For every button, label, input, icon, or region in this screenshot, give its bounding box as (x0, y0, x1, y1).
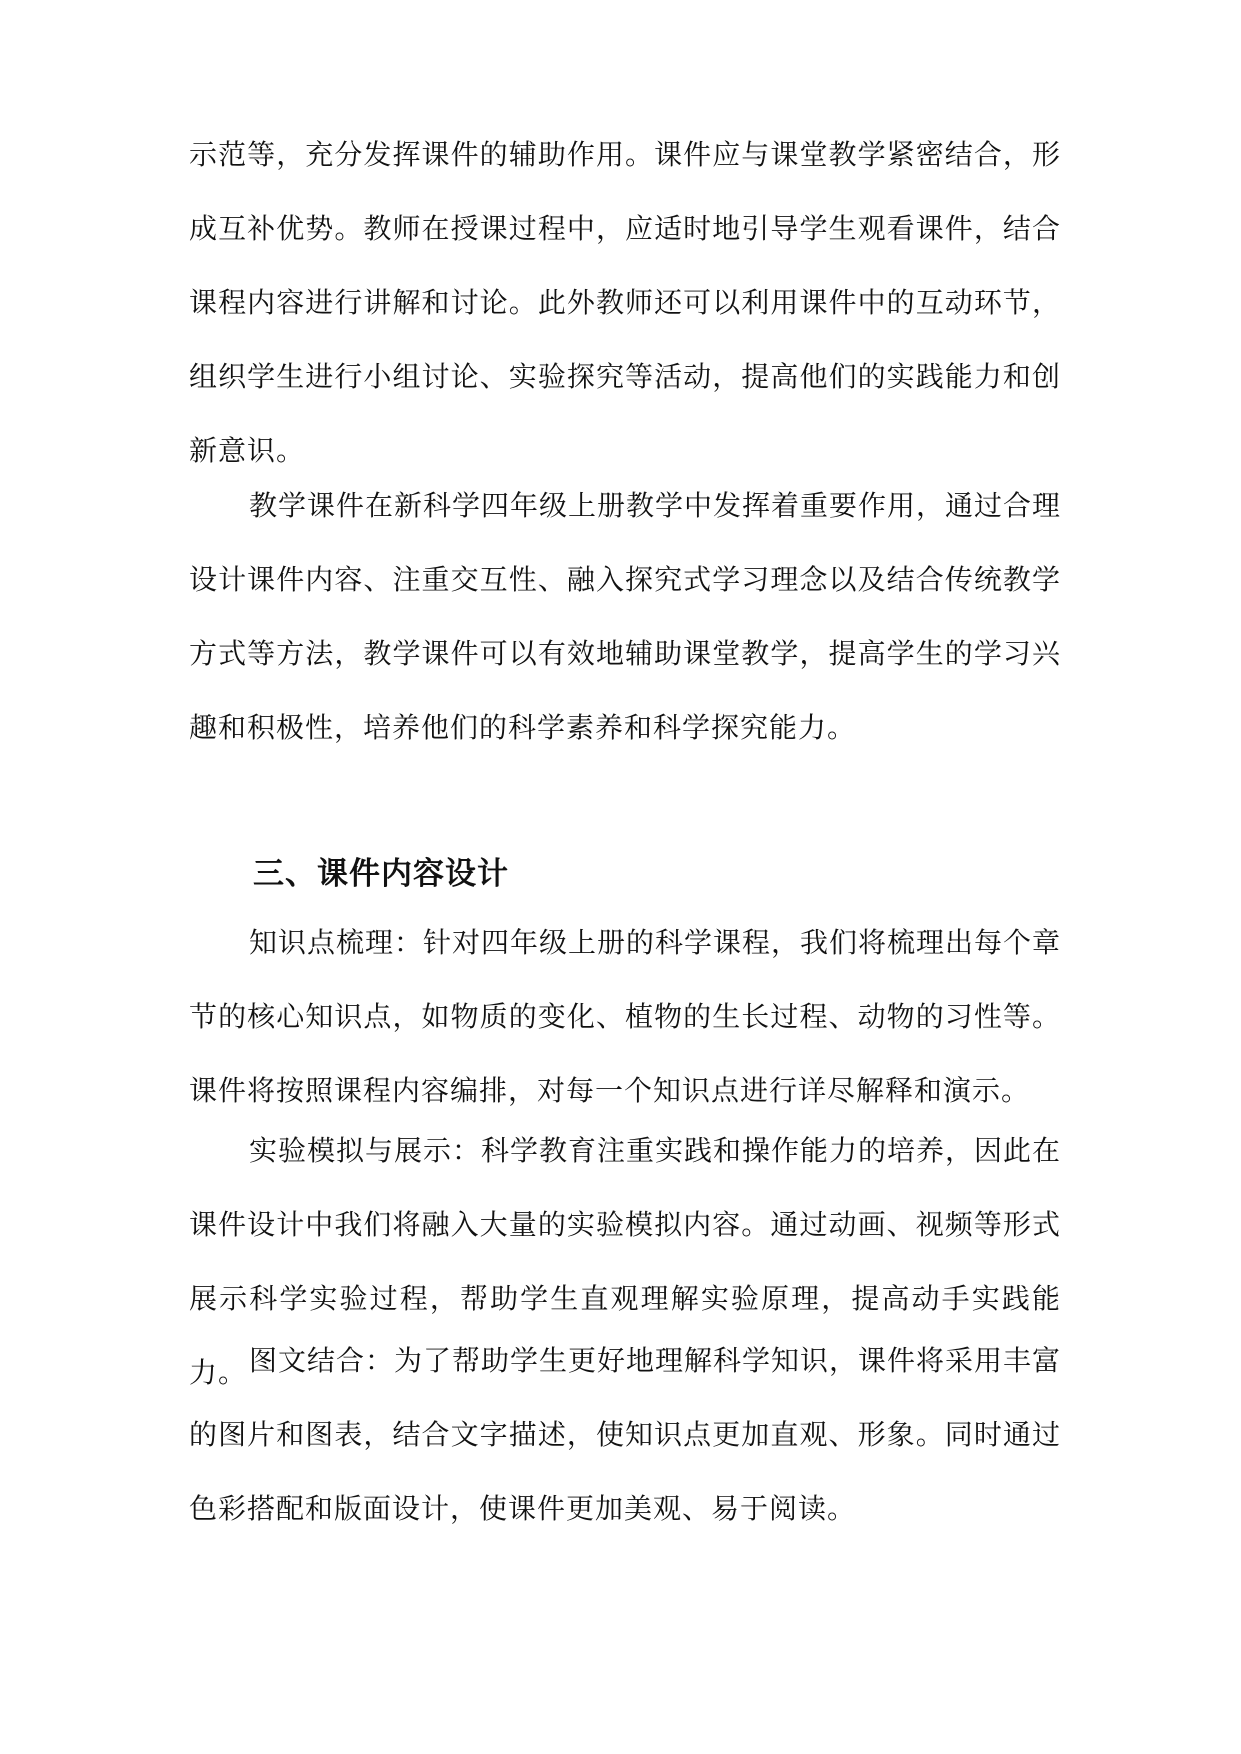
paragraph-continued: 示范等，充分发挥课件的辅助作用。课件应与课堂教学紧密结合，形成互补优势。教师在授课过程中，应适时地引导学生观看课件，结合课程内容进行讲解和讨论。此外教师还可以利用课件中的互动环节，组织学生进行小组讨论、实验探究等活动，提高他们的实践能力和创新意识。 (189, 138, 1061, 467)
section-heading: 三、课件内容设计 (253, 856, 509, 892)
paragraph-experiment-simulation: 实验模拟与展示：科学教育注重实践和操作能力的培养，因此在课件设计中我们将融入大量的实验模拟内容。通过动画、视频等形式展示科学实验过程，帮助学生直观理解实验原理，提高动手实践能力。 (189, 1134, 1062, 1389)
paragraph-text-image-combination: 图文结合：为了帮助学生更好地理解科学知识，课件将采用丰富的图片和图表，结合文字描述，使知识点更加直观、形象。同时通过色彩搭配和版面设计，使课件更加美观、易于阅读。 (189, 1344, 1062, 1525)
paragraph-summary: 教学课件在新科学四年级上册教学中发挥着重要作用，通过合理设计课件内容、注重交互性、融入探究式学习理念以及结合传统教学方式等方法，教学课件可以有效地辅助课堂教学，提高学生的学习兴趣和积极性，培养他们的科学素养和科学探究能力。 (189, 489, 1062, 744)
paragraph-knowledge-points: 知识点梳理：针对四年级上册的科学课程，我们将梳理出每个章节的核心知识点，如物质的变化、植物的生长过程、动物的习性等。课件将按照课程内容编排，对每一个知识点进行详尽解释和演示。 (189, 926, 1062, 1107)
